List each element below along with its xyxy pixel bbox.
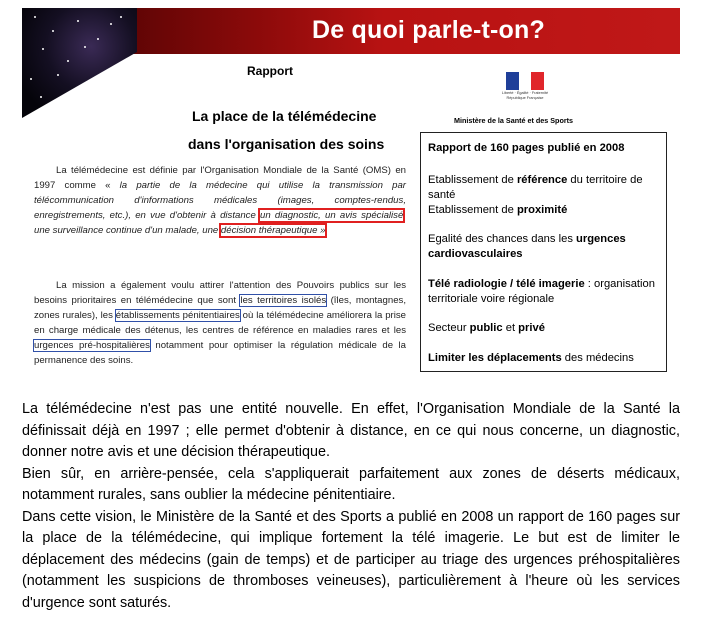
- republic-logo: [500, 72, 550, 102]
- logo-republic: République Française: [506, 95, 544, 100]
- logo-motto: Liberté · Égalité · Fraternité: [501, 91, 549, 95]
- ministry-name: Ministère de la Santé et des Sports: [454, 116, 574, 125]
- report-summary-box: [420, 132, 667, 372]
- slide-image: [22, 8, 680, 376]
- body-paragraph-1: La télémédecine n'est pas une entité nouvelle. En effet, l'Organisation Mondiale de la Santé la définissait déjà en 1997 ; elle permet d'obtenir à distance, en ce qui nous concerne, un diagnostic, donner notre avis et une décision thérapeutique.: [22, 401, 680, 460]
- body-paragraph-3: Dans cette vision, le Ministère de la Santé et des Sports a publié en 2008 un rapport de 160 pages sur la place de la télémédecine, qui implique fortement la télé imagerie. Le but est de limiter le déplacement des médecins (gain de temps) et de participer au triage des urgences préhospitalières (notamment les suspicions de thromboses veineuses), particulièrement à l'heure où les services d'urgence sont saturés.: [22, 508, 680, 611]
- summary-item-sector: Secteur public et privé: [428, 322, 545, 334]
- report-title-line1: La place de la télémédecine: [192, 108, 377, 124]
- summary-item-teleradiology: Télé radiologie / télé imagerie : organisation territoriale voire régionale: [428, 278, 655, 305]
- highlight-diagnostic: un diagnostic, un avis spécialisé: [260, 210, 404, 221]
- body-paragraph-2: Bien sûr, en arrière-pensée, cela s'appliquerait parfaitement aux zones de déserts médicaux, notamment rurales, sans oublier la médecine pénitentiaire.: [22, 465, 680, 503]
- report-title-line2: dans l'organisation des soins: [188, 136, 385, 152]
- report-label: Rapport: [247, 64, 293, 78]
- report-paragraph-mission: La mission a également voulu attirer l'attention des Pouvoirs publics sur les besoins prioritaires en télémédecine que sont les territoires isolés (îles, montagnes, zones rurales), les établissements pénitentiaires où la télémédecine améliorera la prise en charge médicale des détenus, les centres de référence en maladies rares et les urgences pré-hospitalières notamment pour optimiser la régulation médicale de la permanence des soins.: [34, 280, 406, 366]
- slide-title: De quoi parle-t-on?: [312, 16, 545, 44]
- report-paragraph-definition: La télémédecine est définie par l'Organisation Mondiale de la Santé (OMS) en 1997 comme « la partie de la médecine qui utilise la transmission par télécommunication d'informations médicales (images, comptes-rendus, enregistrements, etc.), en vue d'obtenir à distance un diagnostic, un avis spécialisé, une surveillance continue d'un malade, une décision thérapeutique »: [34, 165, 406, 236]
- summary-item-reference: Etablissement de référence du territoire de santé: [428, 174, 643, 201]
- highlight-prisons: établissements pénitentiaires: [115, 310, 240, 321]
- summary-item-urgences: Egalité des chances dans les urgences cardiovasculaires: [428, 233, 626, 260]
- space-decoration: [22, 8, 137, 118]
- body-text: [22, 399, 680, 614]
- summary-item-proximity: Etablissement de proximité: [428, 204, 568, 216]
- highlight-isolated-territories: les territoires isolés: [240, 295, 327, 306]
- highlight-emergencies: urgences pré-hospitalières: [34, 340, 150, 351]
- flag-icon: [506, 72, 544, 90]
- summary-item-travel: Limiter les déplacements des médecins: [428, 352, 634, 364]
- highlight-therapeutic-decision: décision thérapeutique »: [220, 225, 326, 236]
- summary-heading: Rapport de 160 pages publié en 2008: [428, 142, 625, 154]
